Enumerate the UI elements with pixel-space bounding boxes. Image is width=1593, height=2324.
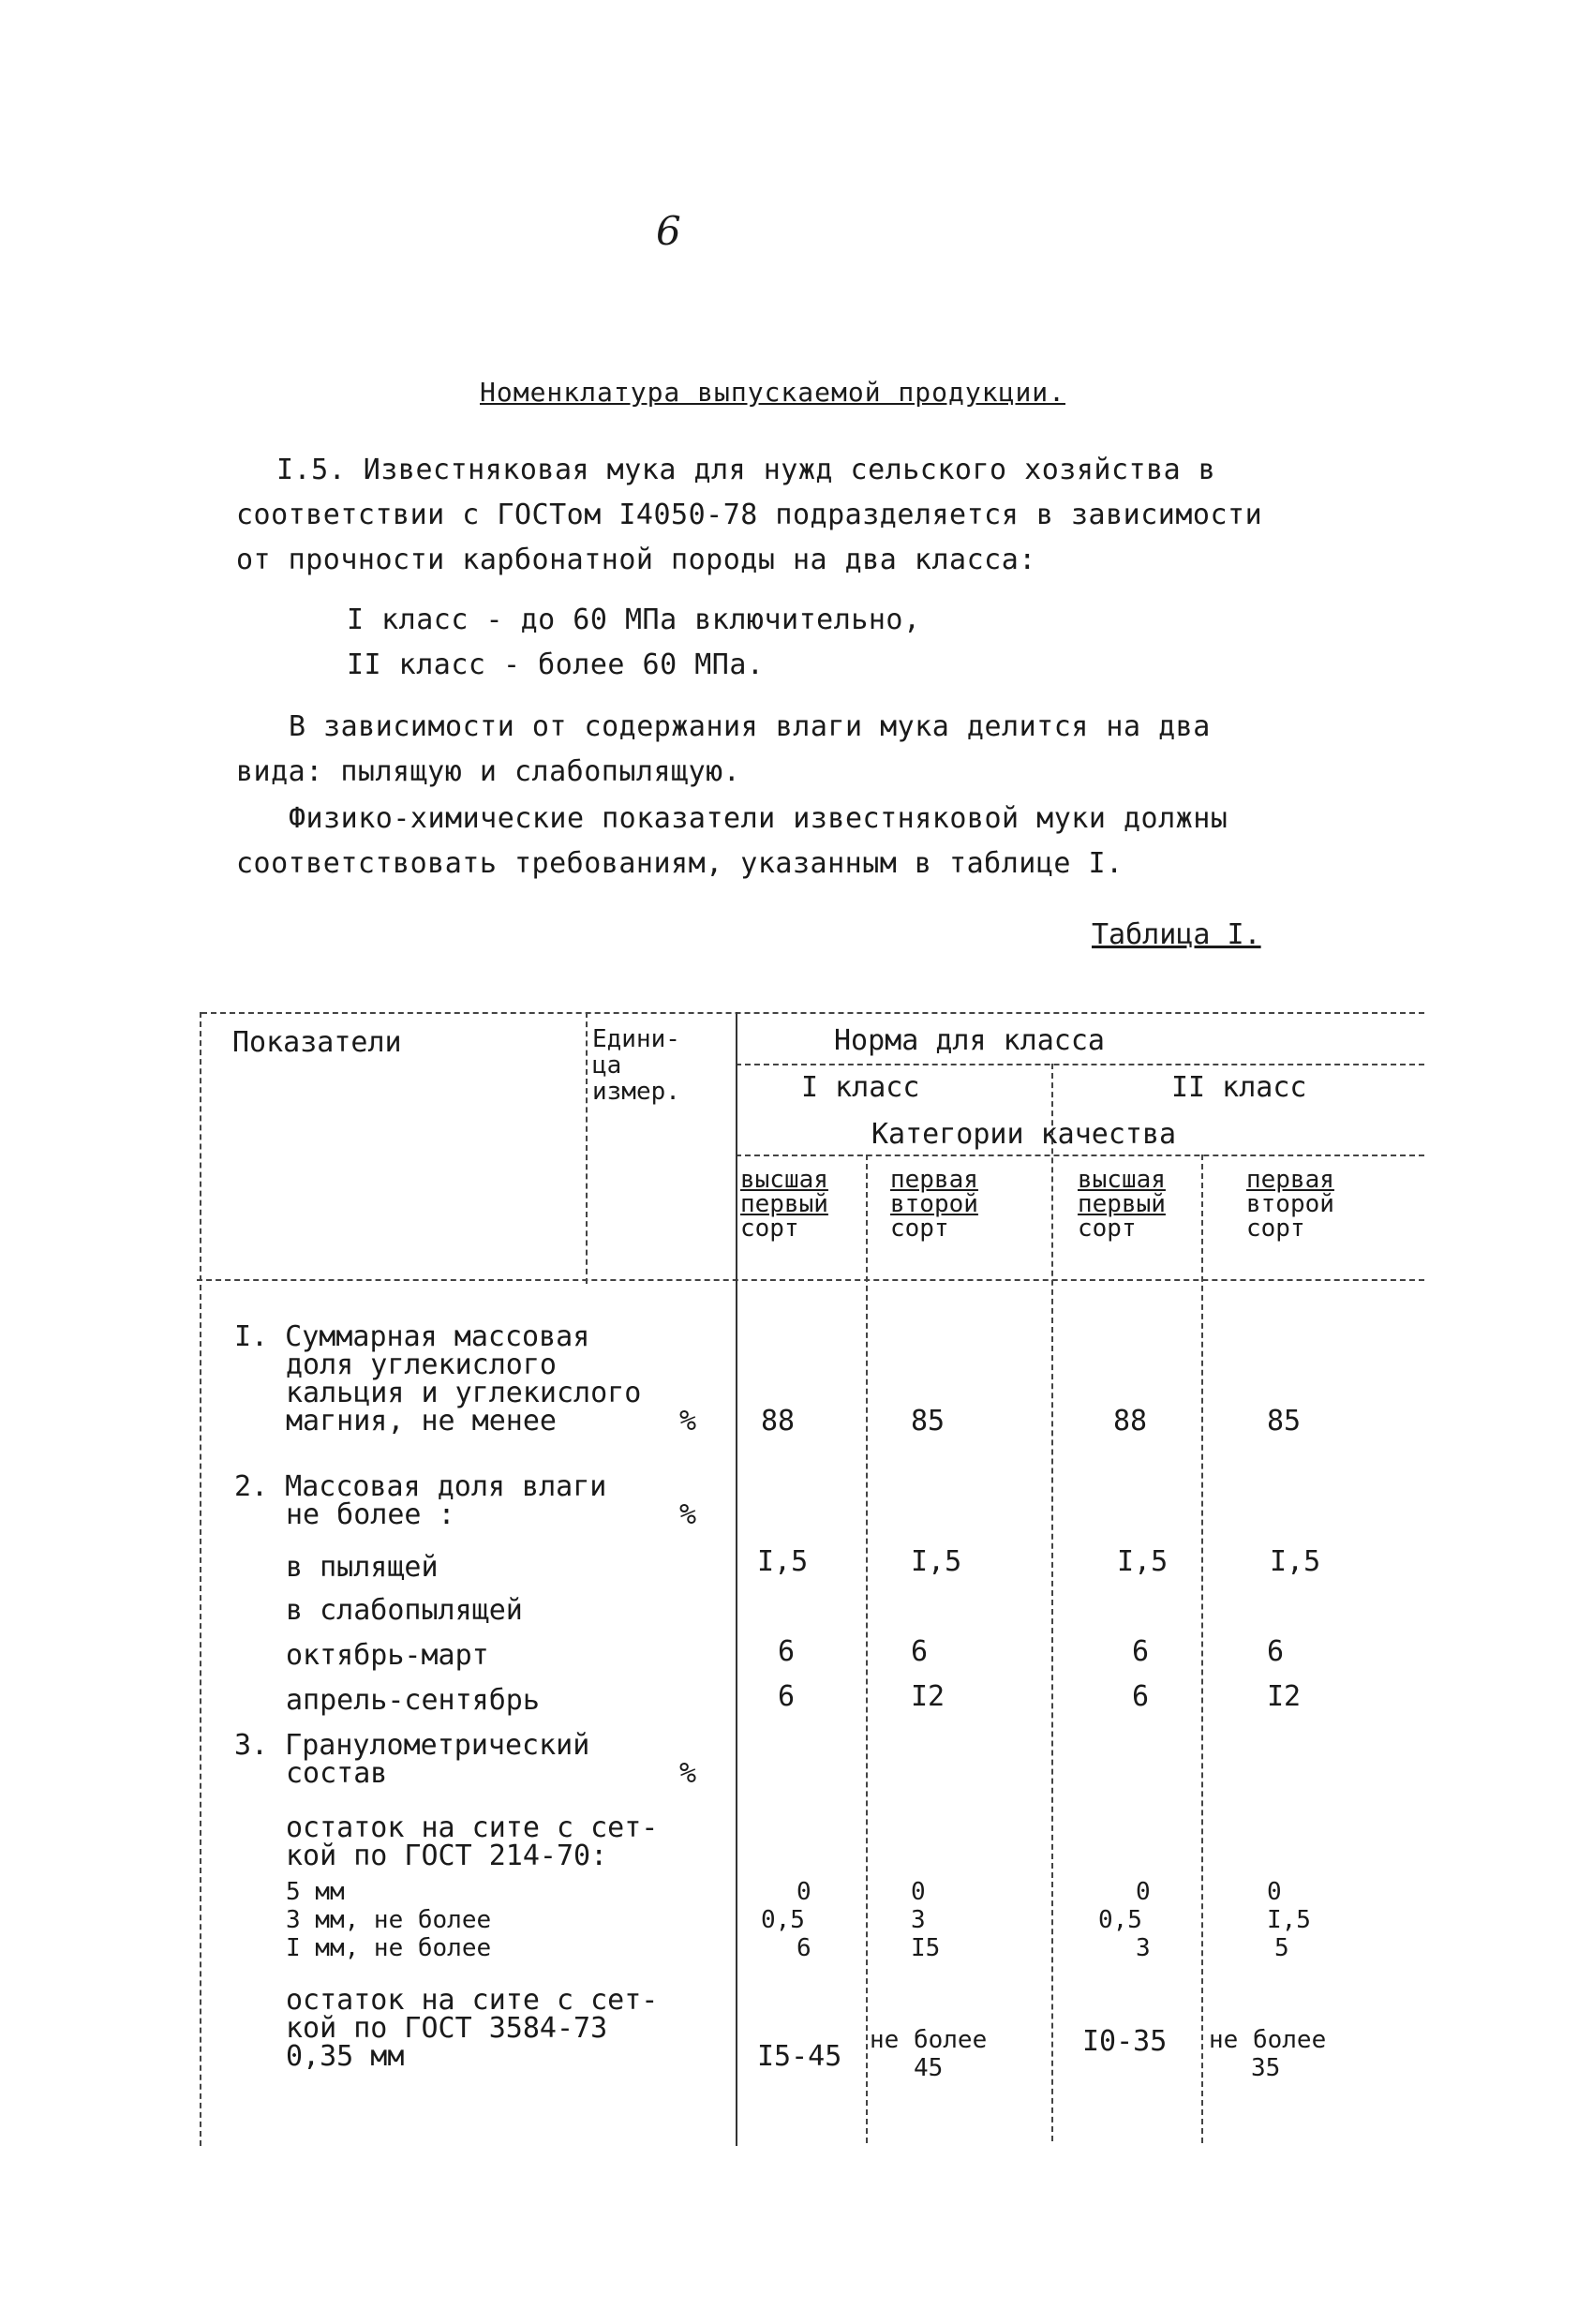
row-sublabel: октябрь-март bbox=[286, 1639, 489, 1672]
row-label: не более : bbox=[286, 1498, 455, 1531]
table-top-border bbox=[201, 1012, 1424, 1014]
row-label: состав bbox=[286, 1757, 388, 1790]
header-category: сорт bbox=[1078, 1214, 1137, 1243]
row-sublabel: апрель-сентябрь bbox=[286, 1684, 540, 1717]
header-indicators: Показатели bbox=[232, 1026, 402, 1059]
row-label: магния, не менее bbox=[286, 1405, 557, 1438]
header-categories: Категории качества bbox=[871, 1118, 1177, 1151]
value-cell: I,5 bbox=[1267, 1906, 1311, 1934]
row-label: I. Суммарная массовая bbox=[234, 1320, 590, 1353]
header-category: высшая bbox=[1078, 1166, 1166, 1194]
row-sublabel: кой по ГОСТ 214-70: bbox=[286, 1840, 608, 1872]
paragraph-line: соответствовать требованиям, указанным в таблице I. bbox=[236, 847, 1124, 880]
row-label: кальция и углекислого bbox=[286, 1377, 642, 1409]
header-unit: измер. bbox=[592, 1078, 680, 1106]
value-cell: I,5 bbox=[1270, 1545, 1321, 1578]
header-category: высшая bbox=[740, 1166, 828, 1194]
row-sublabel: кой по ГОСТ 3584-73 bbox=[286, 2012, 608, 2045]
paragraph-line: соответствии с ГОСТом I4050-78 подразделяется в зависимости bbox=[236, 499, 1263, 531]
value-cell: I,5 bbox=[757, 1545, 809, 1578]
value-cell: 85 bbox=[911, 1405, 945, 1438]
row-label: 3. Гранулометрический bbox=[234, 1729, 590, 1762]
value-cell: I0-35 bbox=[1082, 2025, 1168, 2058]
table-col-divider bbox=[1201, 1155, 1203, 2143]
table-col-divider bbox=[736, 1012, 737, 2146]
header-category: первый bbox=[740, 1190, 828, 1218]
value-cell: 6 bbox=[1132, 1680, 1150, 1713]
table-col-divider bbox=[1051, 1064, 1053, 2141]
row-sublabel: 5 мм bbox=[286, 1878, 345, 1906]
section-heading: Номенклатура выпускаемой продукции. bbox=[480, 377, 1066, 408]
value-cell: 45 bbox=[914, 2054, 944, 2082]
value-cell: не более bbox=[1209, 2026, 1327, 2054]
header-category: первый bbox=[1078, 1190, 1166, 1218]
value-cell: 88 bbox=[761, 1405, 796, 1438]
row-sublabel: 3 мм, не более bbox=[286, 1906, 492, 1934]
value-cell: 6 bbox=[911, 1635, 929, 1668]
row-unit: % bbox=[679, 1757, 697, 1790]
class-definition: I класс - до 60 МПа включительно, bbox=[347, 603, 921, 636]
row-sublabel: в слабопылящей bbox=[286, 1594, 523, 1627]
value-cell: 6 bbox=[1267, 1635, 1285, 1668]
row-sublabel: остаток на сите с сет- bbox=[286, 1811, 659, 1844]
value-cell: 0 bbox=[1267, 1878, 1282, 1906]
row-unit: % bbox=[679, 1405, 697, 1438]
paragraph-line: I.5. Известняковая мука для нужд сельского хозяйства в bbox=[276, 454, 1216, 486]
paragraph-line: вида: пылящую и слабопылящую. bbox=[236, 755, 741, 788]
value-cell: 3 bbox=[911, 1906, 926, 1934]
value-cell: I2 bbox=[1267, 1680, 1302, 1713]
value-cell: I,5 bbox=[1117, 1545, 1169, 1578]
header-category: сорт bbox=[740, 1214, 799, 1243]
value-cell: 5 bbox=[1274, 1934, 1289, 1962]
paragraph-line: от прочности карбонатной породы на два класса: bbox=[236, 544, 1036, 576]
row-unit: % bbox=[679, 1498, 697, 1531]
value-cell: 88 bbox=[1113, 1405, 1148, 1438]
row-sublabel: остаток на сите с сет- bbox=[286, 1984, 659, 2017]
header-class-2: II класс bbox=[1171, 1071, 1307, 1104]
table-left-border bbox=[200, 1012, 201, 2146]
value-cell: 85 bbox=[1267, 1405, 1302, 1438]
table-caption: Таблица I. bbox=[1092, 918, 1261, 951]
header-category: второй bbox=[1246, 1190, 1334, 1218]
value-cell: I,5 bbox=[911, 1545, 962, 1578]
row-sublabel: в пылящей bbox=[286, 1551, 439, 1584]
row-sublabel: 0,35 мм bbox=[286, 2040, 405, 2073]
header-unit: ца bbox=[592, 1051, 622, 1080]
value-cell: 0 bbox=[796, 1878, 811, 1906]
header-category: первая bbox=[890, 1166, 978, 1194]
header-unit: Едини- bbox=[592, 1025, 680, 1053]
value-cell: I5 bbox=[911, 1934, 941, 1962]
header-category: сорт bbox=[890, 1214, 949, 1243]
row-sublabel: I мм, не более bbox=[286, 1934, 492, 1962]
header-category: второй bbox=[890, 1190, 978, 1218]
table-rule bbox=[736, 1155, 1424, 1156]
value-cell: 0 bbox=[911, 1878, 926, 1906]
value-cell: 6 bbox=[1132, 1635, 1150, 1668]
header-category: сорт bbox=[1246, 1214, 1305, 1243]
page-number: 6 bbox=[656, 208, 681, 254]
value-cell: 0 bbox=[1136, 1878, 1151, 1906]
paragraph-line: Физико-химические показатели известняковой муки должны bbox=[289, 802, 1228, 835]
header-class-1: I класс bbox=[801, 1071, 920, 1104]
table-rule bbox=[736, 1064, 1424, 1065]
value-cell: 0,5 bbox=[761, 1906, 805, 1934]
value-cell: 3 bbox=[1136, 1934, 1151, 1962]
table-col-divider bbox=[866, 1155, 868, 2143]
row-label: 2. Массовая доля влаги bbox=[234, 1470, 607, 1503]
paragraph-line: В зависимости от содержания влаги мука делится на два bbox=[289, 710, 1211, 743]
table-header-bottom bbox=[197, 1279, 1424, 1281]
header-norm: Норма для класса bbox=[834, 1024, 1105, 1057]
value-cell: I2 bbox=[911, 1680, 945, 1713]
value-cell: 0,5 bbox=[1098, 1906, 1142, 1934]
value-cell: 6 bbox=[796, 1934, 811, 1962]
table-col-divider bbox=[586, 1012, 588, 1284]
row-label: доля углекислого bbox=[286, 1348, 557, 1381]
value-cell: 6 bbox=[778, 1635, 796, 1668]
class-definition: II класс - более 60 МПа. bbox=[347, 648, 765, 681]
value-cell: не более bbox=[870, 2026, 988, 2054]
header-category: первая bbox=[1246, 1166, 1334, 1194]
value-cell: 35 bbox=[1251, 2054, 1281, 2082]
value-cell: 6 bbox=[778, 1680, 796, 1713]
value-cell: I5-45 bbox=[757, 2040, 842, 2073]
